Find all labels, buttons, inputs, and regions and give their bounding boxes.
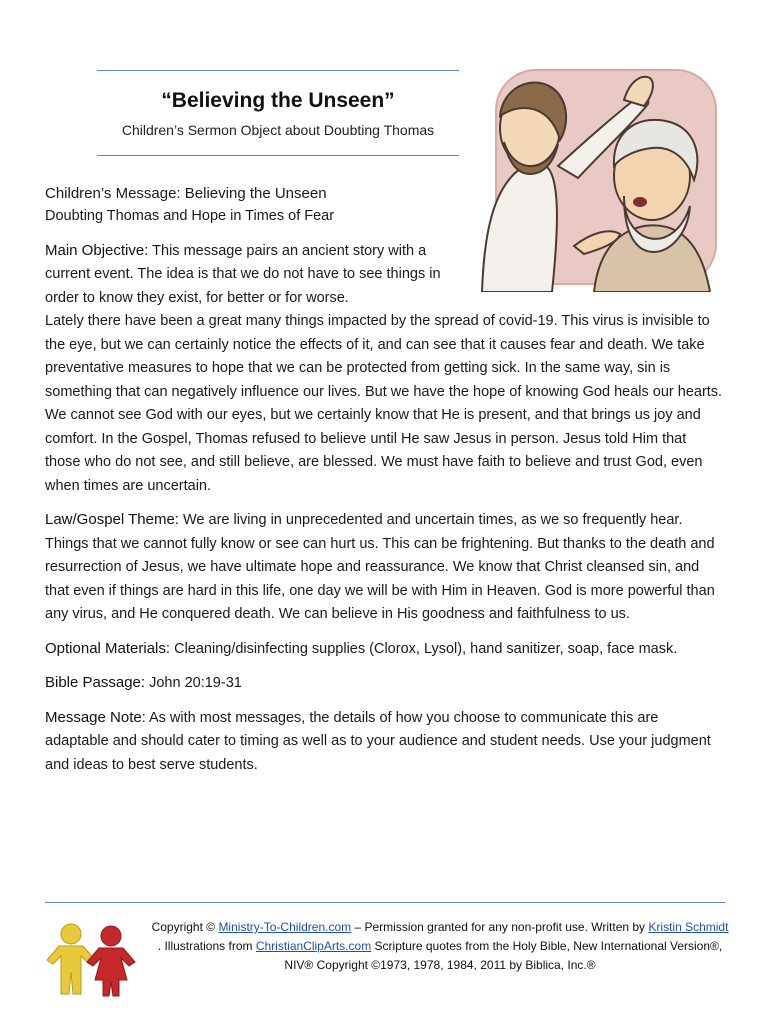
message-heading: Children’s Message: Believing the Unseen [45,185,327,202]
passage-label: Bible Passage: [45,674,146,691]
passage-paragraph [45,671,725,696]
objective-text-rest: Lately there have been a great many things impacted by the spread of covid-19. This virus is invisible to the eye, but we can certainly notice the effects of it, and can see that it causes fear and death. We take preventative measures to hope that we can be protected from getting sick. In the same way, sin is something that can negatively influence our lives. But we have the hope of knowing God heals our hearts. We cannot see God with our eyes, but we certainly know that He is present, and that brings us joy and comfort. In the Gospel, Thomas refused to believe until He saw Jesus in person. Jesus told Him that those who do not see, and still believe, are blessed. We must have faith to believe and trust God, even when times are uncertain. [45,313,723,494]
objective-label: Main Objective: [45,241,149,259]
theme-text: We are living in unprecedented and uncertain times, as we so frequently hear. Things that we cannot fully know or see can hurt us. This can be frightening. But thanks to the death and resurrection of Jesus, we have ultimate hope and reassurance. We know that Christ cleansed sin, and that even if things are hard in this life, one day we will be with Him in Heaven. God is more powerful than any virus, and He conquered death. We can believe in His goodness and faithfulness to us. [45,512,715,622]
footer-rule [45,902,725,903]
materials-label: Optional Materials: [45,639,171,657]
footer-text-3: . Illustrations from [157,939,256,953]
note-label: Message Note [45,708,142,726]
footer-text-1: Copyright © [151,920,219,934]
objective-paragraph [45,239,725,499]
title-rule-top [97,70,459,71]
ministry-to-children-link[interactable]: Ministry-To-Children.com [218,920,352,934]
title-block [97,70,459,156]
theme-paragraph [45,508,725,627]
message-subheading: Doubting Thomas and Hope in Times of Fear [45,208,335,224]
page-subtitle: Children’s Sermon Object about Doubting Thomas [121,122,435,138]
passage-text: John 20:19-31 [145,675,242,691]
page-title: “Believing the Unseen” [161,89,395,112]
objective-narrow-block [45,239,460,311]
paper-children-icon [43,920,138,998]
title-rule-bottom [97,155,459,156]
objective-text-narrow: This message pairs an ancient story with a current event. The idea is that we do not have to see things in order to know they exist, for better or for worse. [45,242,441,306]
materials-paragraph [45,637,725,662]
materials-text: Cleaning/disinfecting supplies (Clorox, Lysol), hand sanitizer, soap, face mask. [170,640,678,657]
document-body [45,182,725,787]
footer-text-2: – Permission granted for any non-profit use. Written by [351,920,649,934]
note-text: : As with most messages, the details of how you choose to communicate this are adaptable and should cater to timing as well as to your audience and student needs. Use your judgment and ideas to best serve students. [45,709,711,773]
footer-copyright [150,918,730,975]
theme-label: Law/Gospel Theme: [45,511,179,528]
note-paragraph [45,706,725,778]
author-link[interactable]: Kristin Schmidt [648,920,729,934]
clipart-link[interactable]: ChristianClipArts.com [255,939,372,953]
footer-text-4: Scripture quotes from the Holy Bible, New International Version®, NIV® Copyright ©1973, 1978, 1984, 2011 by Biblica, Inc.® [284,939,723,972]
